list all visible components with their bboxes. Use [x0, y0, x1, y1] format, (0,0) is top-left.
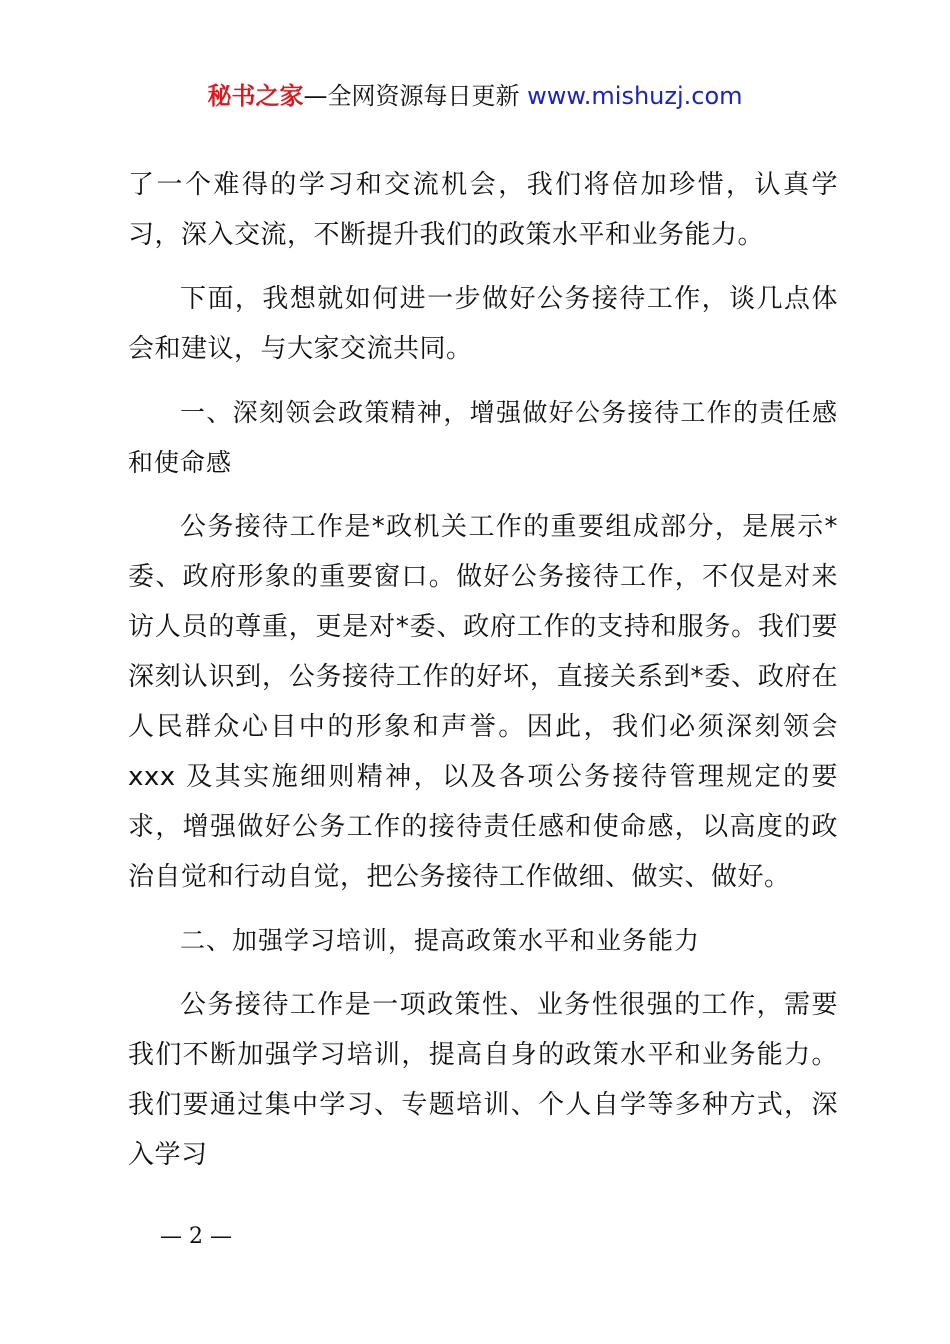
section-heading-1: 一、深刻领会政策精神，增强做好公务接待工作的责任感和使命感: [128, 398, 838, 477]
paragraph-section-1: 公务接待工作是*政机关工作的重要组成部分，是展示*委、政府形象的重要窗口。做好公务接待工作，不仅是对来访人员的尊重，更是对*委、政府工作的支持和服务。我们要深刻认识到，公务接待工作的好坏，直接关系到*委、政府在人民群众心目中的形象和声誉。因此，我们必须深刻领会 xxx 及其实施细则精神，以及各项公务接待管理规定的要求，增强做好公务工作的接待责任感和使命感，以高度的政治自觉和行动自觉，把公务接待工作做细、做实、做好。: [128, 512, 838, 892]
paragraph-section-2: 公务接待工作是一项政策性、业务性很强的工作，需要我们不断加强学习培训，提高自身的政策水平和业务能力。我们要通过集中学习、专题培训、个人自学等多种方式，深入学习: [128, 990, 838, 1170]
site-banner: [0, 78, 950, 114]
paragraph-intro: 下面，我想就如何进一步做好公务接待工作，谈几点体会和建议，与大家交流共同。: [128, 284, 838, 364]
banner-tagline: —全网资源每日更新: [303, 82, 528, 110]
site-url-link[interactable]: www.mishuzj.com: [527, 82, 743, 110]
section-heading-2: 二、加强学习培训，提高政策水平和业务能力: [180, 926, 701, 955]
page-number: — 2 —: [160, 1224, 232, 1249]
brand-name: 秘书之家: [207, 82, 304, 110]
paragraph-continued: 了一个难得的学习和交流机会，我们将倍加珍惜，认真学习，深入交流，不断提升我们的政策水平和业务能力。: [128, 170, 838, 250]
document-body: [128, 160, 838, 1180]
